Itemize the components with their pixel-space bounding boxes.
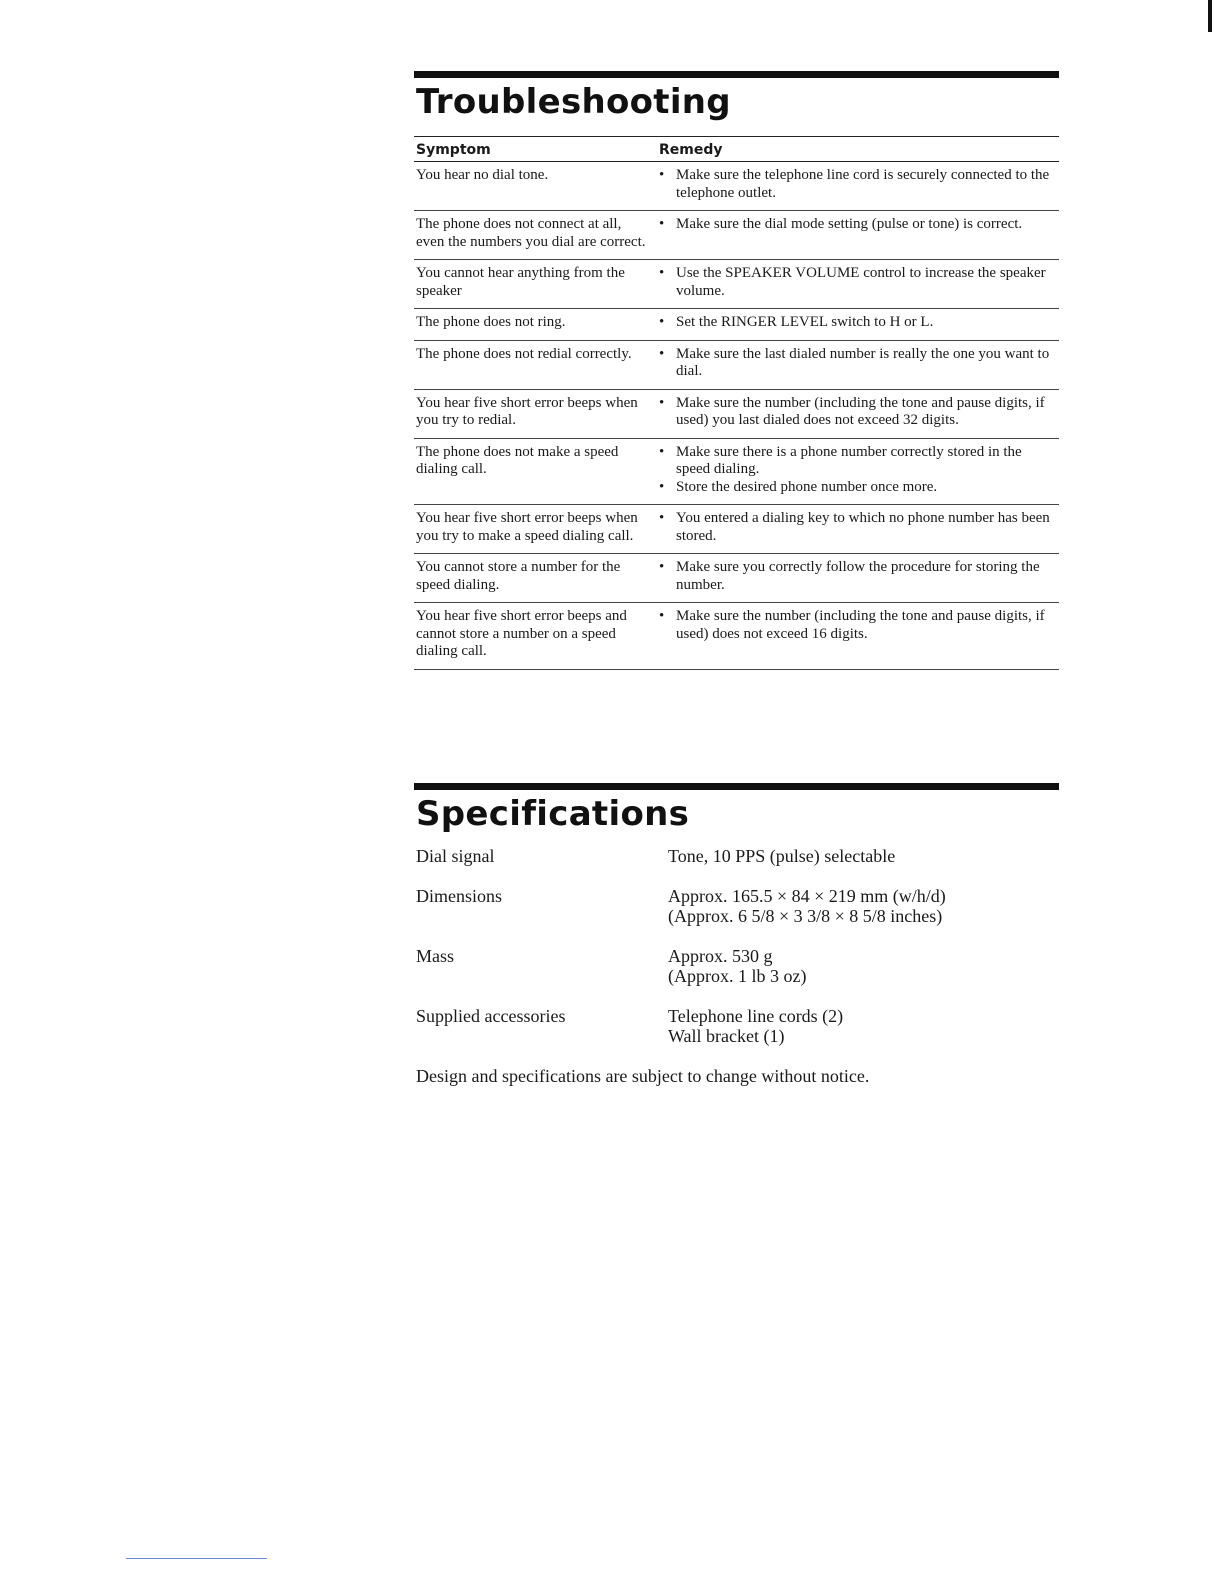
table-header [414,136,1059,162]
remedy-list [657,314,1059,332]
page-edge-mark [1208,0,1212,32]
remedy-item: • Make sure you correctly follow the procedure for storing the number. [657,559,1059,594]
specifications-table [414,846,1059,1046]
remedy-item: • Set the RINGER LEVEL switch to H or L. [657,314,1059,332]
remedy-list [657,346,1059,381]
table-body [414,162,1059,670]
symptom-cell: You hear five short error beeps when you try to redial. [416,394,638,428]
remedy-list [657,559,1059,594]
symptom-cell: You cannot store a number for the speed dialing. [416,559,621,593]
symptom-cell: You hear five short error beeps when you try to make a speed dialing call. [416,510,638,544]
remedy-item: • Make sure there is a phone number correctly stored in the speed dialing. [657,444,1059,479]
symptom-cell: The phone does not redial correctly. [416,345,632,362]
table-row [414,505,1059,554]
spec-value [668,1006,843,1046]
symptom-cell: You hear no dial tone. [416,167,549,183]
specifications-title: Specifications [416,794,690,834]
remedy-item: • Make sure the dial mode setting (pulse or tone) is correct. [657,216,1059,234]
section-rule [414,71,1059,78]
specifications-note: Design and specifications are subject to change without notice. [416,1066,870,1086]
spec-row [414,946,1059,986]
remedy-item: • Make sure the telephone line cord is securely connected to the telephone outlet. [657,167,1059,202]
remedy-list [657,395,1059,430]
table-row [414,211,1059,260]
troubleshooting-title: Troubleshooting [416,82,731,122]
section-rule [414,783,1059,790]
remedy-list [657,608,1059,643]
spec-value-line: Approx. 530 g [668,946,773,966]
symptom-cell: You hear five short error beeps and cannot store a number on a speed dialing call. [416,608,627,659]
table-row [414,390,1059,439]
remedy-list [657,265,1059,300]
symptom-cell: You cannot hear anything from the speaker [416,265,625,299]
remedy-item: • Make sure the number (including the tone and pause digits, if used) you last dialed does not exceed 32 digits. [657,395,1059,430]
remedy-list [657,510,1059,545]
remedy-cell [657,510,1059,545]
remedy-item: • Make sure the last dialed number is really the one you want to dial. [657,346,1059,381]
spec-row [414,1006,1059,1046]
spec-row [414,846,1059,866]
spec-label: Dial signal [416,846,495,866]
remedy-cell [657,444,1059,497]
remedy-header: Remedy [659,142,723,158]
troubleshooting-section [414,71,1059,670]
remedy-cell [657,395,1059,430]
specifications-section [414,783,1059,1104]
spec-value-line: (Approx. 1 lb 3 oz) [668,966,807,986]
table-row [414,341,1059,390]
table-row [414,260,1059,309]
remedy-item: • Use the SPEAKER VOLUME control to increase the speaker volume. [657,265,1059,300]
table-row [414,309,1059,341]
spec-value [668,886,946,926]
remedy-cell [657,559,1059,594]
symptom-cell: The phone does not ring. [416,314,566,330]
remedy-cell [657,346,1059,381]
troubleshooting-table [414,136,1059,670]
remedy-list [657,444,1059,497]
remedy-cell [657,167,1059,202]
spec-value-line: (Approx. 6 5/8 × 3 3/8 × 8 5/8 inches) [668,906,943,926]
spec-label: Supplied accessories [416,1006,566,1026]
symptom-header: Symptom [416,142,491,158]
spec-value [668,846,895,866]
symptom-cell: The phone does not connect at all, even the numbers you dial are correct. [416,216,646,250]
remedy-cell [657,265,1059,300]
spec-value-line: Tone, 10 PPS (pulse) selectable [668,846,896,866]
remedy-cell [657,216,1059,251]
footer-rule [126,1558,267,1559]
remedy-item: • You entered a dialing key to which no phone number has been stored. [657,510,1059,545]
table-row [414,603,1059,670]
spec-value-line: Approx. 165.5 × 84 × 219 mm (w/h/d) [668,886,946,906]
spec-label: Dimensions [416,886,503,906]
symptom-cell: The phone does not make a speed dialing call. [416,443,619,477]
spec-row [414,886,1059,926]
remedy-cell [657,608,1059,661]
table-row [414,162,1059,211]
remedy-list [657,167,1059,202]
remedy-item: • Make sure the number (including the tone and pause digits, if used) does not exceed 16 digits. [657,608,1059,643]
table-row [414,439,1059,506]
table-row [414,554,1059,603]
spec-value [668,946,806,986]
spec-value-line: Telephone line cords (2) [668,1006,844,1026]
spec-value-line: Wall bracket (1) [668,1026,785,1046]
remedy-cell [657,314,1059,332]
remedy-list [657,216,1059,234]
remedy-item: • Store the desired phone number once more. [657,479,1059,497]
spec-label: Mass [416,946,455,966]
